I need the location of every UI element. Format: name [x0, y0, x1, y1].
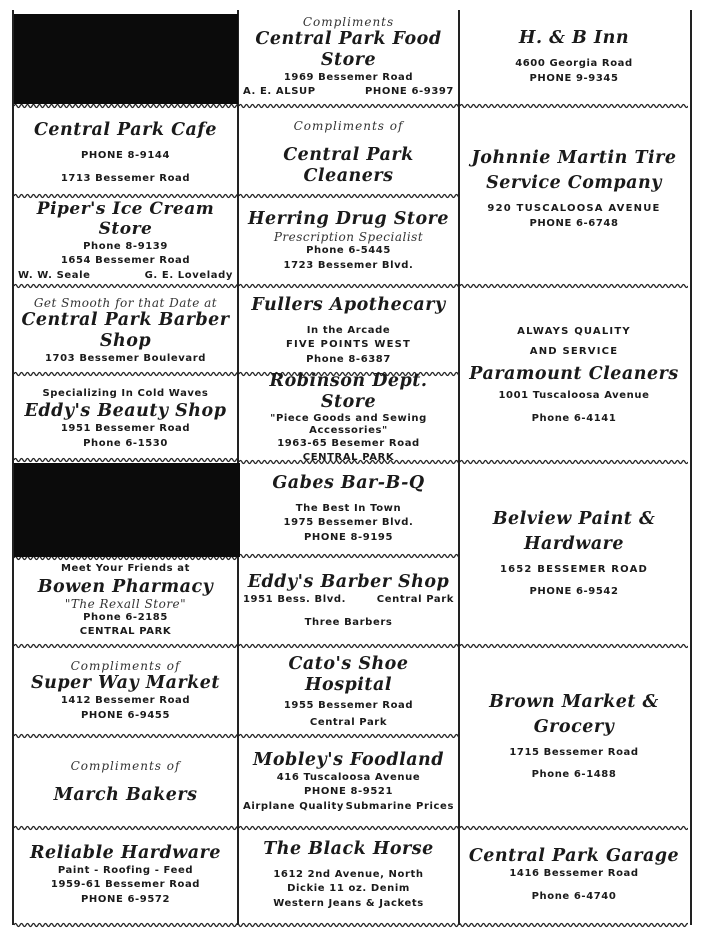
ad-brown-market	[460, 650, 688, 824]
wavy-divider	[239, 825, 458, 831]
ad-area: CENTRAL PARK	[79, 626, 172, 638]
wavy-divider	[239, 733, 458, 739]
wavy-divider	[14, 733, 237, 739]
ad-tagline: Accessories"	[309, 424, 388, 436]
wavy-divider	[239, 553, 458, 559]
ad-name: Hardware	[523, 533, 625, 554]
ad-tagline: "Piece Goods and Sewing	[270, 412, 427, 424]
ad-address: 4600 Georgia Road	[515, 58, 633, 69]
ad-address: 1612 2nd Avenue, North	[273, 868, 424, 880]
ad-tagline: Western Jeans & Jackets	[273, 897, 424, 909]
ad-tagline: ALWAYS QUALITY	[517, 326, 631, 337]
ad-name: Central Park Cafe	[33, 120, 218, 140]
ad-name: Gabes Bar-B-Q	[272, 472, 425, 493]
ad-phone: PHONE 8-9521	[303, 786, 394, 798]
ad-address: 1416 Bessemer Road	[509, 868, 639, 879]
ad-compliments: Compliments of	[293, 119, 404, 133]
ad-name: Service Company	[486, 173, 662, 193]
ad-name: Reliable Hardware	[29, 842, 221, 863]
wavy-divider	[460, 643, 688, 649]
ad-phone: PHONE 8-9144	[80, 150, 171, 161]
ad-area: Central Park	[376, 594, 454, 605]
ad-tagline: Submarine Prices	[345, 800, 454, 812]
ad-phone: Phone 8-6387	[306, 353, 391, 365]
ad-super-way-market	[14, 650, 237, 732]
ad-name: Eddy's Barber Shop	[247, 572, 450, 592]
ad-address: 1951 Bessemer Road	[60, 423, 191, 435]
ad-name: The Black Horse	[263, 838, 434, 859]
ad-compliments: Compliments of	[70, 758, 181, 773]
ad-the-black-horse	[239, 832, 458, 918]
ad-tagline: Specializing In Cold Waves	[42, 387, 209, 399]
ad-address: 1955 Bessemer Road	[283, 699, 414, 711]
ad-address: 920 TUSCALOOSA AVENUE	[487, 203, 661, 214]
ad-central-park-food-store	[239, 16, 458, 98]
ad-phone: Phone 6-2185	[83, 611, 168, 623]
ad-pipers-ice-cream	[14, 200, 237, 282]
ad-phone: Phone 6-4141	[531, 412, 617, 424]
ad-fullers-apothecary	[239, 290, 458, 372]
redacted-block	[14, 463, 240, 557]
ad-address: 1963-65 Besemer Road	[277, 437, 420, 449]
ad-address: 1723 Bessemer Blvd.	[283, 259, 414, 271]
ad-name: Piper's Ice Cream Store	[36, 198, 215, 240]
ad-address: 1652 BESSEMER ROAD	[499, 563, 649, 575]
ad-compliments: Compliments	[302, 14, 395, 29]
ad-eddys-beauty-shop	[14, 380, 237, 458]
ad-central-park-garage	[460, 832, 688, 918]
wavy-divider	[239, 643, 458, 649]
ad-name: Cato's Shoe Hospital	[288, 654, 409, 695]
ad-herring-drug-store	[239, 200, 458, 282]
ad-owner: A. E. ALSUP	[243, 86, 316, 97]
ad-address: 416 Tuscaloosa Avenue	[276, 771, 421, 783]
wavy-divider	[14, 283, 237, 289]
ad-address: 1975 Bessemer Blvd.	[283, 517, 414, 529]
ad-phone: PHONE 6-9455	[80, 709, 171, 721]
ad-phone: PHONE 6-9572	[80, 893, 171, 905]
ad-address: 1001 Tuscaloosa Avenue	[498, 390, 650, 401]
ad-phone: PHONE 8-9195	[303, 531, 394, 543]
ad-owner: G. E. Lovelady	[144, 269, 233, 281]
wavy-divider	[460, 103, 688, 109]
ad-phone: Phone 6-5445	[306, 245, 391, 256]
ad-name: Super Way Market	[30, 673, 221, 693]
ad-tagline: Dickie 11 oz. Denim	[287, 883, 410, 895]
ad-name: Central Park Food Store	[255, 28, 442, 70]
ad-name: Paramount Cleaners	[469, 364, 679, 384]
ad-name: Grocery	[533, 716, 615, 737]
wavy-divider	[14, 643, 237, 649]
ad-catos-shoe-hospital	[239, 652, 458, 732]
ad-address: 1713 Bessemer Road	[60, 172, 191, 184]
ad-products: Paint - Roofing - Feed	[57, 864, 194, 876]
ad-tagline: The Best In Town	[295, 502, 402, 514]
ad-name: Central Park Garage	[468, 846, 680, 866]
ad-name: March Bakers	[53, 784, 198, 805]
wavy-divider	[460, 459, 688, 465]
ad-area: Central Park	[309, 716, 388, 728]
ad-reliable-hardware	[14, 832, 237, 918]
ad-paramount-cleaners	[460, 290, 688, 458]
ad-phone: Phone 6-1530	[83, 437, 168, 449]
ad-march-bakers	[14, 740, 237, 824]
ad-gabes-bar-b-q	[239, 468, 458, 550]
ad-name: Johnnie Martin Tire	[471, 148, 677, 168]
ad-name: Fullers Apothecary	[251, 294, 446, 315]
redacted-block	[14, 14, 238, 104]
ad-tagline: Meet Your Friends at	[60, 563, 191, 575]
ad-address: 1412 Bessemer Road	[60, 695, 191, 706]
ad-phone: PHONE 9-9345	[529, 72, 619, 84]
ad-tagline: Three Barbers	[304, 616, 393, 628]
ad-eddys-barber-shop	[239, 562, 458, 640]
ad-address: 1703 Bessemer Boulevard	[45, 352, 206, 364]
ad-phone: Phone 6-1488	[531, 769, 617, 780]
ad-address: 1715 Bessemer Road	[509, 746, 639, 758]
ad-owner: W. W. Seale	[18, 269, 91, 281]
ad-address: 1654 Bessemer Road	[60, 255, 191, 267]
ad-tagline: Prescription Specialist	[273, 230, 424, 244]
ad-central-park-cleaners	[239, 112, 458, 194]
ad-central-park-barber	[14, 290, 237, 372]
ad-name: Central Park Cleaners	[283, 145, 414, 186]
ad-address: 1969 Bessemer Road	[283, 71, 414, 83]
ad-tagline: Get Smooth for that Date at	[33, 295, 218, 310]
ad-name: Mobley's Foodland	[252, 749, 445, 770]
ad-slogan: "The Rexall Store"	[64, 596, 187, 611]
wavy-divider	[460, 283, 688, 289]
ad-compliments: Compliments of	[70, 659, 181, 673]
ad-name: Shop	[99, 330, 152, 351]
ad-belview-paint	[460, 468, 688, 640]
ad-phone: PHONE 6-6748	[529, 217, 619, 229]
ad-address: 1951 Bess. Blvd.	[243, 594, 347, 605]
ad-address: 1959-61 Bessemer Road	[50, 879, 201, 891]
ad-phone: Phone 6-4740	[531, 890, 617, 902]
wavy-divider	[460, 825, 688, 831]
ad-name: Herring Drug Store	[247, 209, 449, 229]
ad-tagline: Airplane Quality	[243, 800, 344, 812]
ad-name: Belview Paint &	[492, 508, 656, 529]
ad-name: Robinson Dept. Store	[269, 370, 428, 412]
ad-area: CENTRAL PARK	[302, 452, 395, 463]
ad-johnnie-martin-tire	[460, 112, 688, 282]
ad-name: Eddy's Beauty Shop	[24, 401, 227, 422]
ad-phone: PHONE 6-9397	[364, 86, 454, 97]
ad-central-park-cafe	[14, 112, 237, 194]
ad-tagline: AND SERVICE	[529, 346, 619, 357]
ad-name: Bowen Pharmacy	[37, 576, 214, 597]
ad-mobleys-foodland	[239, 740, 458, 824]
ad-bowen-pharmacy	[14, 562, 237, 640]
wavy-divider	[239, 283, 458, 289]
ad-robinson-dept-store	[239, 370, 458, 463]
ad-phone: Phone 8-9139	[83, 240, 168, 252]
wavy-divider	[14, 825, 237, 831]
ad-name: Central Park Barber	[21, 309, 230, 330]
ad-name: Brown Market &	[489, 691, 659, 712]
ad-location: FIVE POINTS WEST	[285, 339, 412, 351]
ad-location: In the Arcade	[306, 324, 391, 336]
ad-phone: PHONE 6-9542	[529, 586, 619, 597]
wavy-divider	[239, 103, 458, 109]
wavy-divider	[14, 922, 688, 928]
ad-name: H. & B Inn	[518, 28, 630, 48]
ad-h-and-b-inn	[460, 16, 688, 98]
